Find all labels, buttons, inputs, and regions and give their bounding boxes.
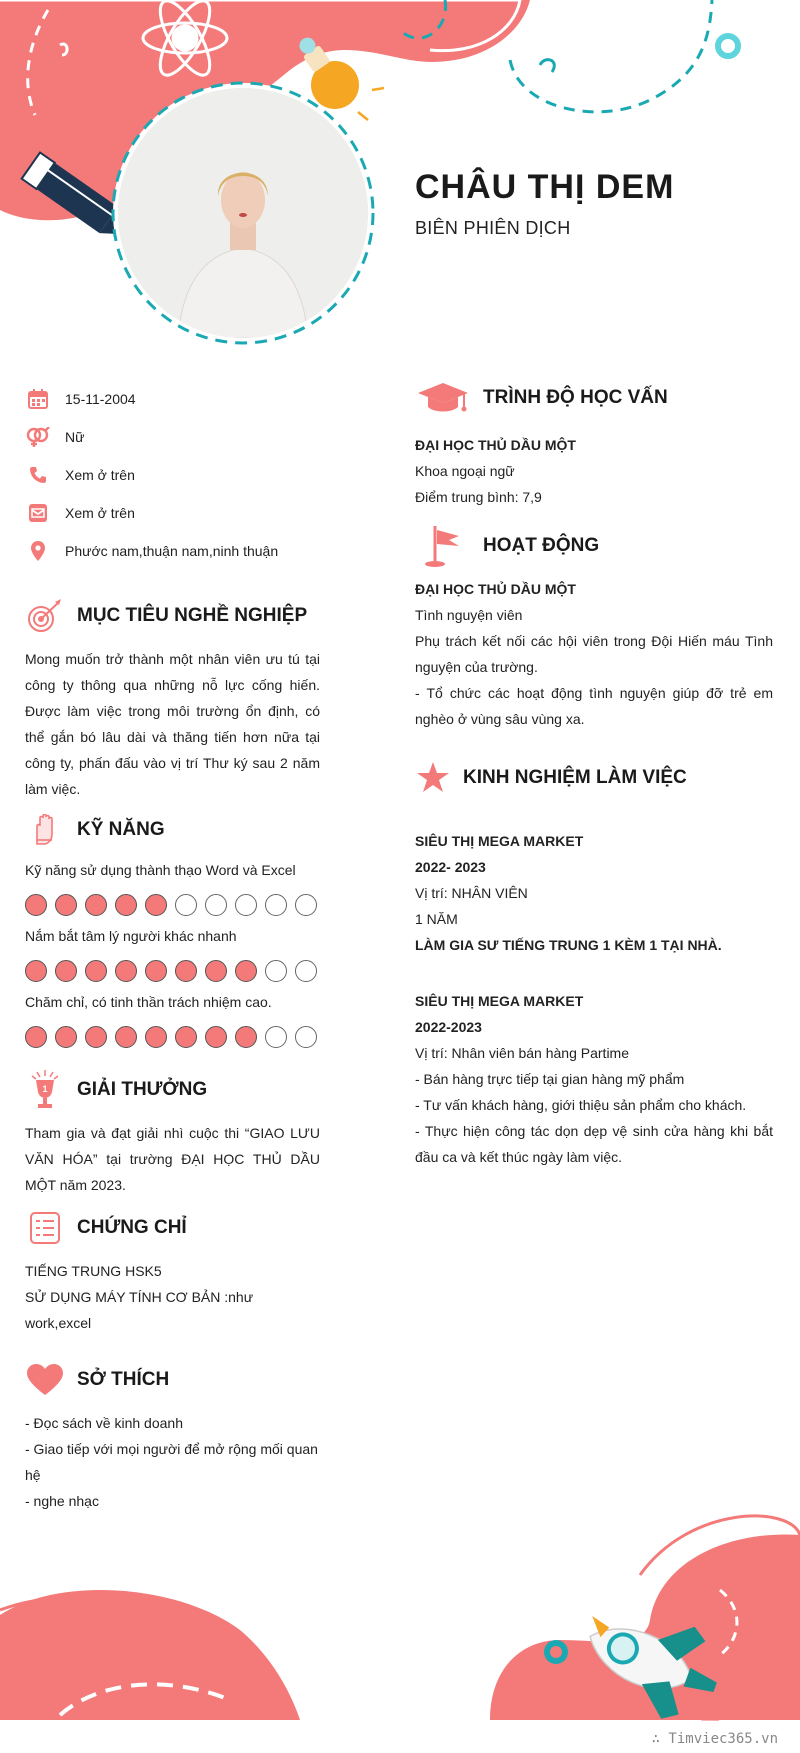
rating-dot-filled (175, 1026, 197, 1048)
candidate-name: CHÂU THỊ DEM (415, 168, 675, 206)
job-entry (415, 828, 773, 958)
rating-dot-filled (85, 894, 107, 916)
rating-dot-filled (25, 960, 47, 982)
job-line: - Thực hiện công tác dọn dẹp vệ sinh cửa hàng khi bắt đầu ca và kết thúc ngày làm việc. (415, 1123, 773, 1165)
hand-icon (25, 812, 65, 848)
rating-dot-filled (115, 960, 137, 982)
rating-dot-filled (115, 1026, 137, 1048)
skills-list (25, 860, 320, 1048)
section-title: HOẠT ĐỘNG (483, 535, 600, 556)
contact-gender (25, 418, 320, 456)
hobby-item: - nghe nhạc (25, 1493, 99, 1509)
objective-header (25, 598, 320, 634)
rating-dot-filled (55, 1026, 77, 1048)
job-period: 2022-2023 (415, 1019, 482, 1035)
watermark: ∴ Timviec365.vn (651, 1731, 778, 1747)
contact-phone (25, 456, 320, 494)
contact-text: 15-11-2004 (65, 391, 136, 407)
job-line: 1 NĂM (415, 911, 458, 927)
skill-name: Chăm chỉ, có tinh thần trách nhiệm cao. (25, 994, 272, 1010)
section-title: KỸ NĂNG (77, 819, 165, 840)
job-line: Vị trí: Nhân viên bán hàng Partime (415, 1045, 630, 1061)
flag-icon (415, 528, 471, 564)
activities-header (415, 528, 773, 564)
rating-dot-empty (265, 1026, 287, 1048)
location-icon (25, 541, 51, 561)
rating-dot-empty (295, 1026, 317, 1048)
skill-name: Nắm bắt tâm lý người khác nhanh (25, 928, 237, 944)
skill-rating (25, 1026, 320, 1048)
education-school: ĐẠI HỌC THỦ DẦU MỘT (415, 437, 576, 453)
education-gpa: Điểm trung bình: 7,9 (415, 489, 542, 505)
certificate-item: SỬ DỤNG MÁY TÍNH CƠ BẢN :như work,excel (25, 1289, 254, 1331)
job-company: SIÊU THỊ MEGA MARKET (415, 833, 584, 849)
rating-dot-filled (115, 894, 137, 916)
awards-text: Tham gia và đạt giải nhì cuộc thi “GIAO LƯU VĂN HÓA” tại trường ĐẠI HỌC THỦ DẦU MỘT năm 2023. (25, 1125, 320, 1193)
section-title: GIẢI THƯỞNG (77, 1079, 208, 1100)
activity-role: Tình nguyện viên (415, 607, 523, 623)
skills-header (25, 812, 320, 848)
education-major: Khoa ngoại ngữ (415, 463, 515, 479)
section-title: CHỨNG CHỈ (77, 1217, 187, 1238)
right-column (415, 380, 773, 1170)
job-line: - Tư vấn khách hàng, giới thiệu sản phẩm cho khách. (415, 1097, 747, 1113)
contact-email (25, 494, 320, 532)
email-icon (25, 503, 51, 523)
objective-text: Mong muốn trở thành một nhân viên ưu tú tại công ty thông qua những nỗ lực cống hiến. Được làm việc trong môi trường ổn định, có thể gắn bó lâu dài và thăng tiến hơn nữa tại công ty, phấn đấu vào vị trí Thư ký sau 2 năm làm việc. (25, 651, 320, 797)
rating-dot-filled (25, 894, 47, 916)
checklist-icon (25, 1210, 65, 1246)
activity-line: Phụ trách kết nối các hội viên trong Đội Hiến máu Tình nguyện của trường. (415, 633, 773, 675)
job-period: 2022- 2023 (415, 859, 486, 875)
rating-dot-empty (205, 894, 227, 916)
graduation-cap-icon (415, 380, 471, 416)
rating-dot-filled (55, 894, 77, 916)
rating-dot-filled (205, 960, 227, 982)
trophy-icon (25, 1072, 65, 1108)
section-title: SỞ THÍCH (77, 1369, 170, 1390)
experience-header (415, 760, 773, 796)
star-icon (415, 760, 451, 796)
contact-birthdate (25, 380, 320, 418)
job-line: Vị trí: NHÂN VIÊN (415, 885, 528, 901)
job-entry (415, 988, 773, 1170)
rating-dot-filled (235, 960, 257, 982)
rating-dot-filled (25, 1026, 47, 1048)
rating-dot-filled (85, 1026, 107, 1048)
rating-dot-filled (205, 1026, 227, 1048)
rating-dot-empty (295, 894, 317, 916)
left-column (25, 380, 320, 1514)
rating-dot-filled (235, 1026, 257, 1048)
rating-dot-filled (175, 960, 197, 982)
hobby-item: - Giao tiếp với mọi người để mở rộng mối quan hệ (25, 1441, 318, 1483)
education-header (415, 380, 773, 416)
contact-text: Xem ở trên (65, 467, 135, 483)
rating-dot-empty (265, 960, 287, 982)
rating-dot-filled (55, 960, 77, 982)
job-title: BIÊN PHIÊN DỊCH (415, 218, 571, 238)
rating-dot-empty (235, 894, 257, 916)
job-company: SIÊU THỊ MEGA MARKET (415, 993, 584, 1009)
contact-location (25, 532, 320, 570)
section-title: KINH NGHIỆM LÀM VIỆC (463, 767, 687, 788)
profile-photo (118, 88, 368, 338)
calendar-icon (25, 389, 51, 409)
job-line: - Bán hàng trực tiếp tại gian hàng mỹ phẩm (415, 1071, 685, 1087)
hobby-item: - Đọc sách về kinh doanh (25, 1415, 183, 1431)
target-icon (25, 598, 65, 634)
certificates-header (25, 1210, 320, 1246)
certificate-item: TIẾNG TRUNG HSK5 (25, 1263, 162, 1279)
activity-line: - Tổ chức các hoạt động tình nguyện giúp đỡ trẻ em nghèo ở vùng sâu vùng xa. (415, 685, 773, 727)
svg-text:1: 1 (42, 1084, 48, 1094)
rating-dot-filled (145, 960, 167, 982)
contact-text: Phước nam,thuận nam,ninh thuận (65, 543, 279, 559)
skill-rating (25, 894, 320, 916)
section-title: TRÌNH ĐỘ HỌC VẤN (483, 387, 668, 408)
rating-dot-empty (175, 894, 197, 916)
rating-dot-filled (145, 1026, 167, 1048)
contact-text: Nữ (65, 429, 85, 445)
skill-rating (25, 960, 320, 982)
skill-name: Kỹ năng sử dụng thành thạo Word và Excel (25, 862, 296, 878)
heart-icon (25, 1362, 65, 1398)
rating-dot-filled (145, 894, 167, 916)
hobbies-header (25, 1362, 320, 1398)
rating-dot-empty (265, 894, 287, 916)
section-title: MỤC TIÊU NGHỀ NGHIỆP (77, 605, 308, 626)
rating-dot-filled (85, 960, 107, 982)
contact-text: Xem ở trên (65, 505, 135, 521)
awards-header (25, 1072, 320, 1108)
phone-icon (25, 465, 51, 485)
activity-org: ĐẠI HỌC THỦ DẦU MỘT (415, 581, 576, 597)
job-extra: LÀM GIA SƯ TIẾNG TRUNG 1 KÈM 1 TẠI NHÀ. (415, 937, 722, 953)
gender-icon (25, 427, 51, 447)
rating-dot-empty (295, 960, 317, 982)
